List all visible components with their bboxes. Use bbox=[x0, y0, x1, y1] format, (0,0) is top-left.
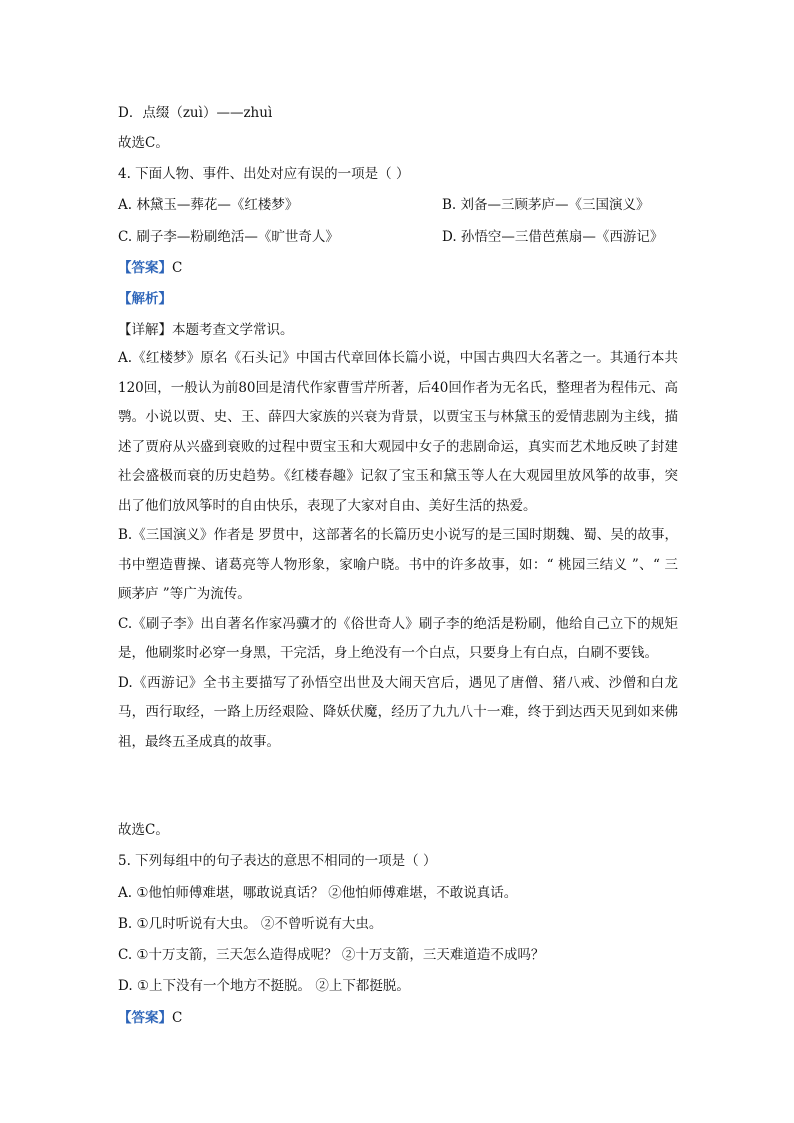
explanation-a: A.《红楼梦》原名《石头记》中国古代章回体长篇小说，中国古典四大名著之一。其通行本共120回，一般认为前80回是清代作家曹雪芹所著，后40回作者为无名氏，整理者为程伟元、高鹗。小说以贾、史、王、薛四大家族的兴衰为背景，以贾宝玉与林黛玉的爱情悲剧为主线，描述了贾府从兴盛到衰败的过程中贾宝玉和大观园中女子的悲剧命运，真实而艺术地反映了封建社会盛极而衰的历史趋势。《红楼春趣》记叙了宝玉和黛玉等人在大观园里放风筝的故事，突出了他们放风筝时的自由快乐，表现了大家对自由、美好生活的热爱。 bbox=[118, 350, 678, 514]
q4-option-d: D. 孙悟空—三借芭蕉扇—《西游记》 bbox=[442, 229, 664, 245]
q3-option-d: D．点缀（zuì）——zhuì bbox=[118, 105, 273, 121]
answer-label: 【答案】 bbox=[118, 260, 172, 276]
q4-detail bbox=[118, 320, 294, 340]
answer-label: 【答案】 bbox=[118, 1010, 172, 1026]
analysis-label: 【解析】 bbox=[118, 291, 172, 307]
q5-option-d: D. ①上下没有一个地方不挺脱。 ②上下都挺脱。 bbox=[118, 978, 410, 994]
q5-question: 5. 下列每组中的句子表达的意思不相同的一项是（ ） bbox=[118, 853, 437, 869]
q4-option-b: B. 刘备—三顾茅庐—《三国演义》 bbox=[442, 197, 650, 213]
explanation-d: D.《西游记》全书主要描写了孙悟空出世及大闹天宫后，遇见了唐僧、猪八戒、沙僧和白龙马，西行取经，一路上历经艰险、降妖伏魔，经历了九九八十一难，终于到达西天见到如来佛祖，最终五圣成真的故事。 bbox=[118, 674, 678, 750]
answer-value: C bbox=[172, 260, 183, 276]
answer-value: C bbox=[172, 1010, 183, 1026]
q5-option-c: C. ①十万支箭，三天怎么造得成呢？ ②十万支箭，三天难道造不成吗？ bbox=[118, 947, 545, 963]
q4-option-a: A. 林黛玉—葬花—《红楼梦》 bbox=[118, 197, 299, 213]
q5-answer bbox=[118, 1008, 182, 1028]
explanation-c: C.《刷子李》出自著名作家冯骥才的《俗世奇人》刷子李的绝活是粉刷，他给自己立下的规矩是，他刷浆时必穿一身黑，干完活，身上绝没有一个白点，只要身上有白点，白刷不要钱。 bbox=[118, 615, 678, 661]
q4-question: 4. 下面人物、事件、出处对应有误的一项是（ ） bbox=[118, 166, 410, 182]
detail-text: 本题考查文学常识。 bbox=[172, 322, 294, 338]
q4-explanation bbox=[118, 344, 678, 757]
q4-conclusion: 故选C。 bbox=[118, 822, 169, 838]
explanation-b: B.《三国演义》作者是 罗贯中，这部著名的长篇历史小说写的是三国时期魏、蜀、吴的故事，书中塑造曹操、诸葛亮等人物形象，家喻户晓。书中的许多故事，如：“ 桃园三结义 ”、“ 三顾茅庐 ”等广为流传。 bbox=[118, 527, 678, 602]
q3-conclusion: 故选C。 bbox=[118, 135, 169, 151]
q4-analysis-label bbox=[118, 289, 172, 309]
q4-answer bbox=[118, 258, 182, 278]
q4-option-c: C. 刷子李—粉刷绝活—《旷世奇人》 bbox=[118, 229, 339, 245]
detail-label: 【详解】 bbox=[118, 322, 172, 338]
q5-option-b: B. ①几时听说有大虫。 ②不曾听说有大虫。 bbox=[118, 916, 383, 932]
q5-option-a: A. ①他怕师傅难堪，哪敢说真话？ ②他怕师傅难堪，不敢说真话。 bbox=[118, 885, 518, 901]
